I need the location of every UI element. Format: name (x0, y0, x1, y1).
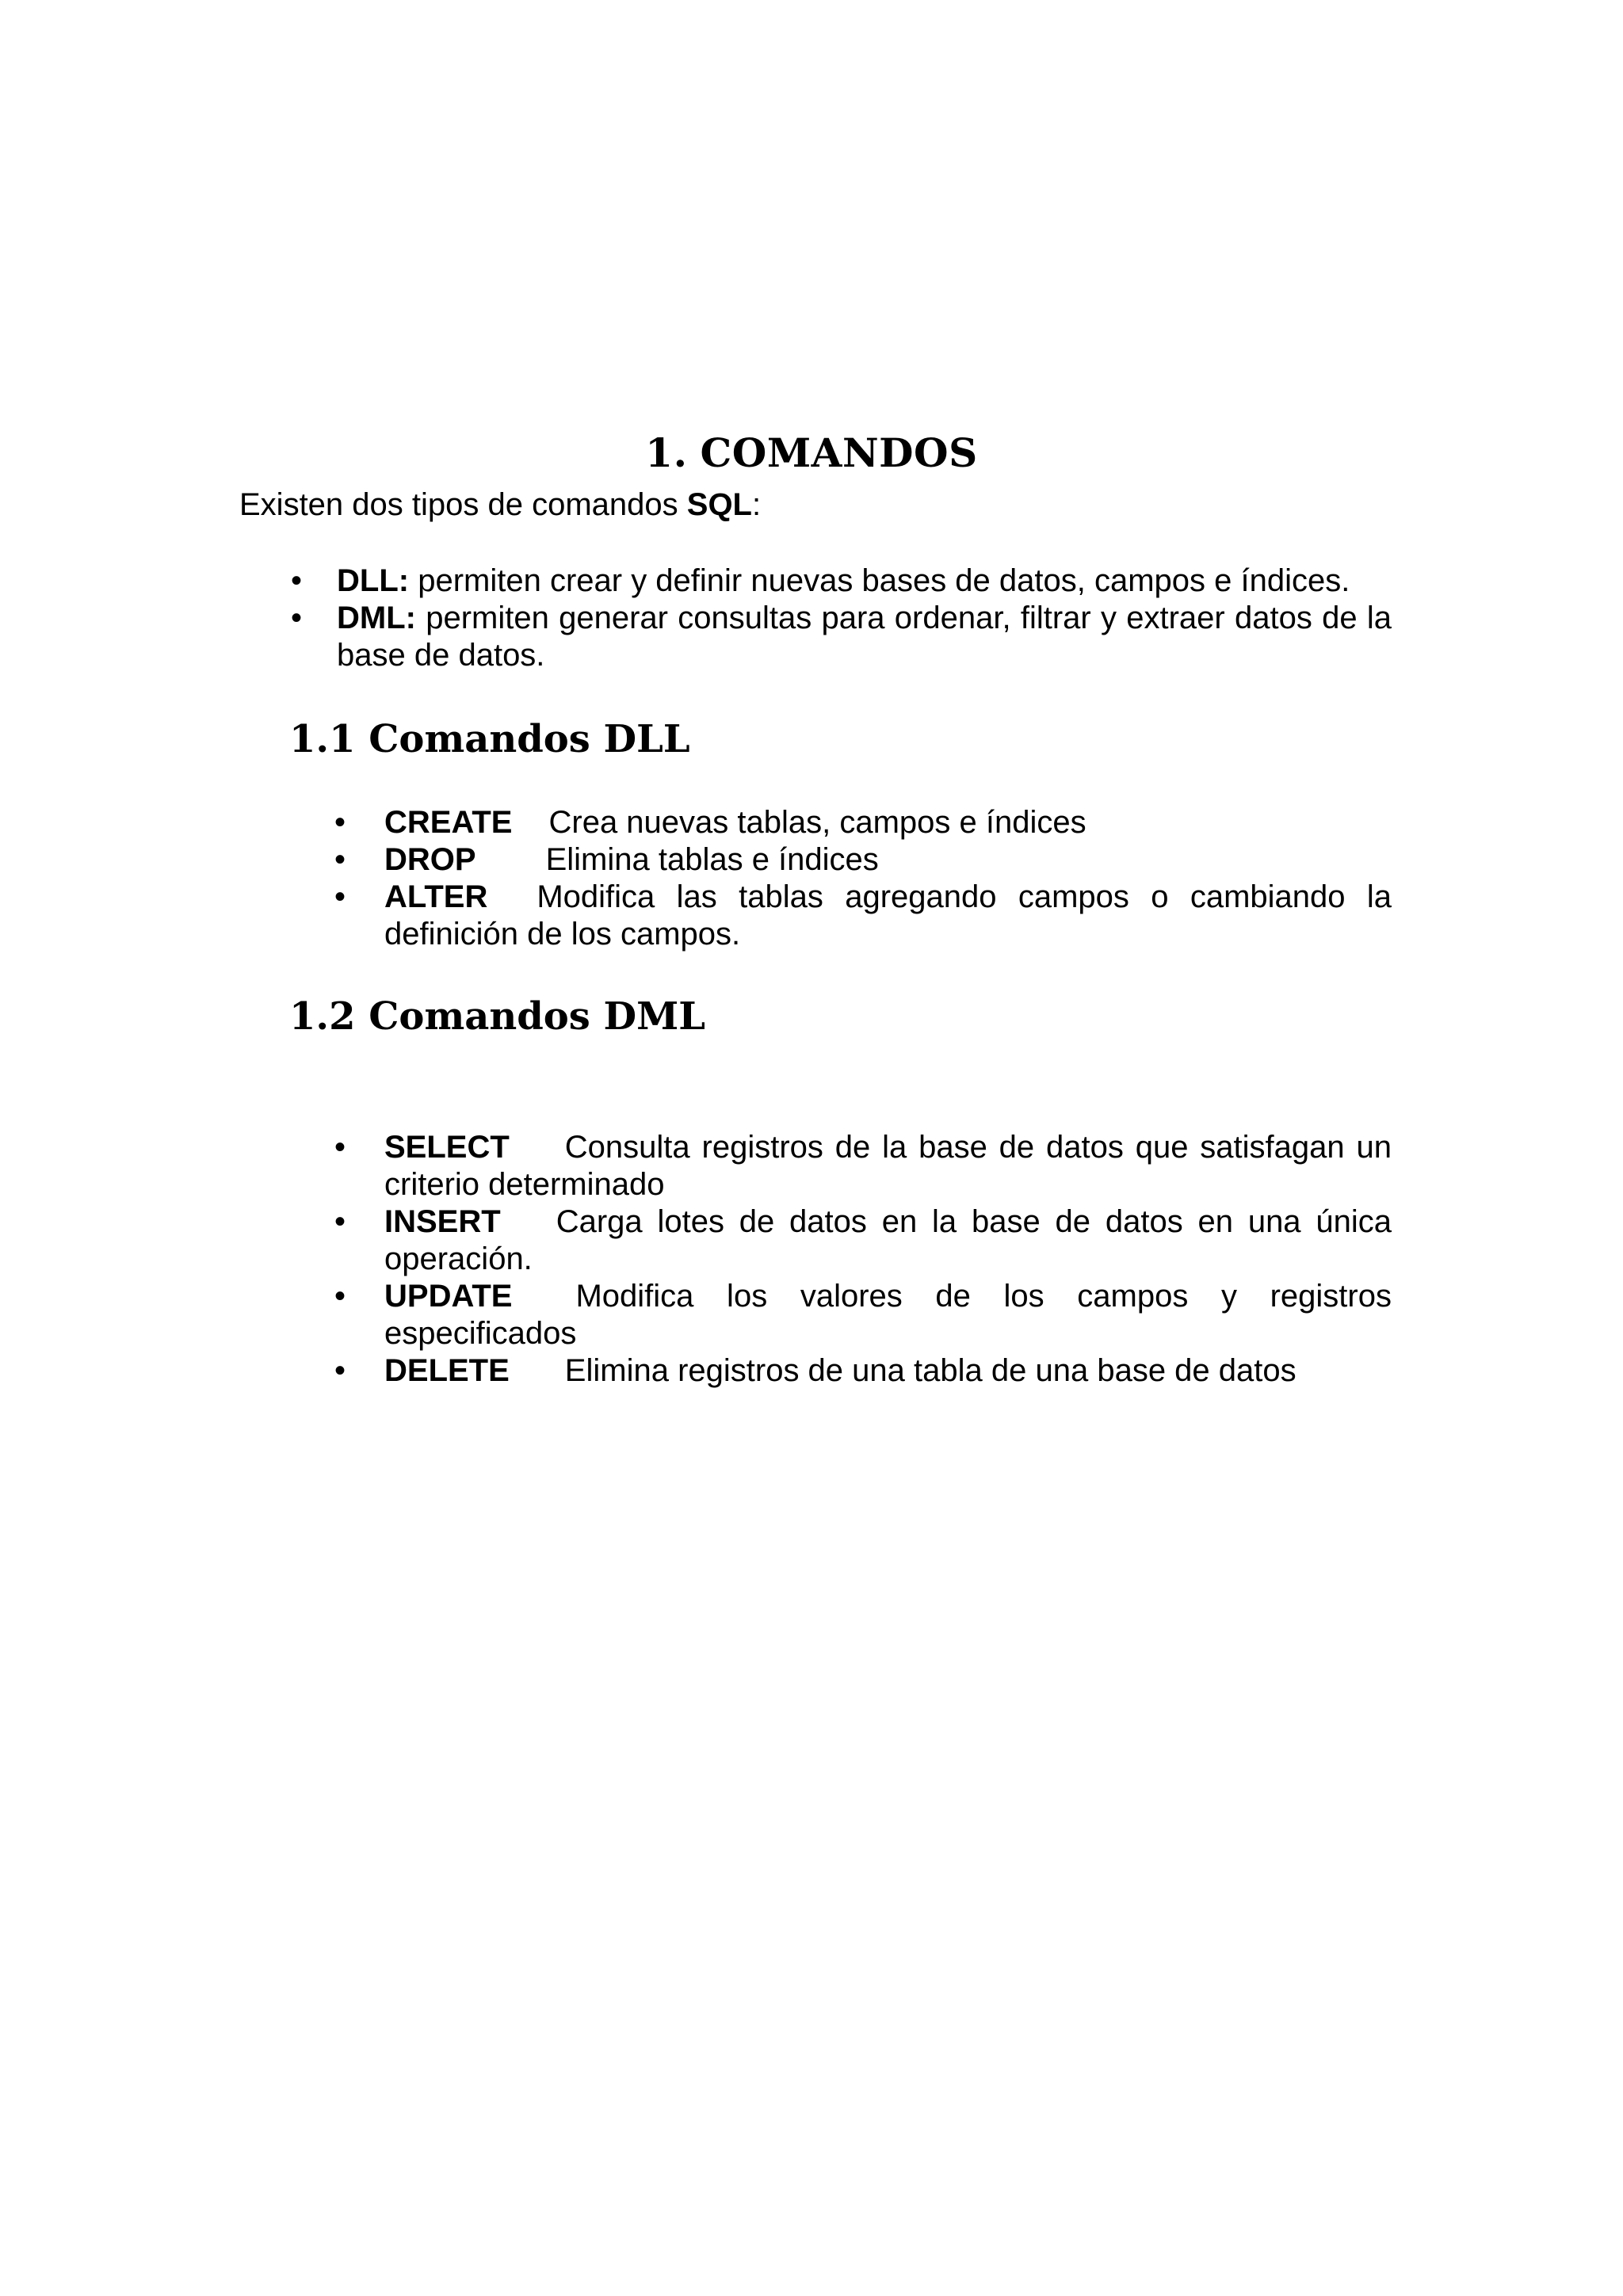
bullet-icon: • (291, 563, 303, 598)
list-item (291, 600, 1392, 674)
type-term: DLL: (337, 563, 410, 598)
dll-commands-list (334, 804, 1392, 953)
bullet-icon: • (291, 601, 303, 635)
dml-commands-list (334, 1129, 1392, 1390)
type-description: permiten generar consultas para ordenar, filtrar y extraer datos de la base de datos. (337, 601, 1392, 673)
title-number: 1. (645, 429, 688, 476)
command-types-list (291, 563, 1392, 674)
command-description: Carga lotes de datos en la base de datos en una única operación. (384, 1204, 1392, 1276)
list-item (334, 841, 1392, 879)
command-term: DELETE (384, 1353, 510, 1388)
list-item (334, 1203, 1392, 1278)
section-heading-dml: 1.2 Comandos DML (289, 994, 706, 1039)
command-description: Elimina registros de una tabla de una base de datos (564, 1353, 1296, 1388)
command-description: Crea nuevas tablas, campos e índices (548, 805, 1086, 840)
intro-paragraph (239, 487, 761, 523)
list-item (334, 1129, 1392, 1203)
bullet-icon: • (334, 1353, 346, 1388)
section-heading-dll: 1.1 Comandos DLL (289, 717, 690, 761)
list-item (291, 563, 1392, 600)
bullet-icon: • (334, 842, 346, 877)
bullet-icon: • (334, 1204, 346, 1239)
command-description: Modifica las tablas agregando campos o cambiando la definición de los campos. (384, 879, 1392, 952)
list-item (334, 804, 1392, 841)
command-term: ALTER (384, 879, 488, 914)
bullet-icon: • (334, 879, 346, 914)
command-term: SELECT (384, 1130, 510, 1165)
command-description: Modifica los valores de los campos y registros especificados (384, 1279, 1392, 1351)
bullet-icon: • (334, 805, 346, 840)
list-item (334, 1278, 1392, 1352)
bullet-icon: • (334, 1130, 346, 1165)
title-text: COMANDOS (700, 429, 978, 476)
command-description: Elimina tablas e índices (545, 842, 879, 877)
command-term: INSERT (384, 1204, 501, 1239)
command-term: DROP (384, 842, 476, 877)
intro-suffix: : (752, 487, 762, 522)
intro-prefix: Existen dos tipos de comandos (239, 487, 687, 522)
type-term: DML: (337, 601, 416, 635)
command-term: CREATE (384, 805, 513, 840)
bullet-icon: • (334, 1279, 346, 1314)
page-title (0, 429, 1623, 476)
intro-bold-sql: SQL (686, 487, 752, 522)
type-description: permiten crear y definir nuevas bases de datos, campos e índices. (418, 563, 1350, 598)
list-item (334, 879, 1392, 953)
command-description: Consulta registros de la base de datos que satisfagan un criterio determinado (384, 1130, 1392, 1202)
list-item (334, 1352, 1392, 1390)
command-term: UPDATE (384, 1279, 513, 1314)
